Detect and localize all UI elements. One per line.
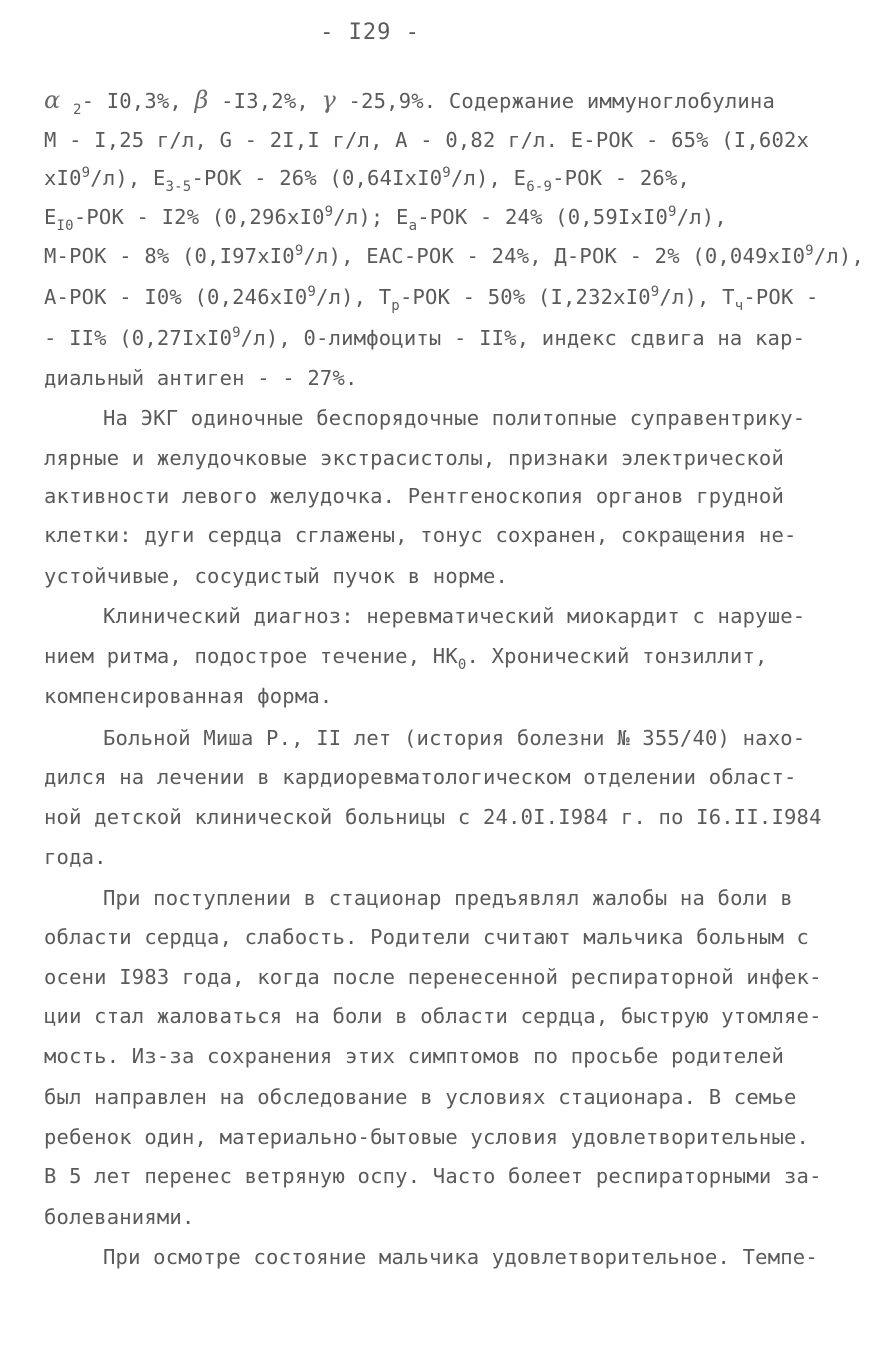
text-line-10: лярные и желудочковые экстрасистолы, признаки электрической [44,446,784,470]
text-line-28: В 5 лет перенес ветряную оспу. Часто болеет респираторными за- [44,1164,822,1188]
text-line-27: ребенок один, материально-бытовые условия удовлетворительные. [44,1125,810,1149]
page-number: - I29 - [320,20,420,45]
text-line-18: дился на лечении в кардиоревматологическом отделении област- [44,765,797,789]
text-line-24: ции стал жаловаться на боли в области сердца, быструю утомляе- [44,1004,822,1028]
text-line-23: осени I983 года, когда после перенесенной респираторной инфек- [44,965,822,989]
text-line-1: α $_2$- I0,3%, β -I3,2%, γ -25,9%. Содержание иммуноглобулина [44,86,775,118]
text-line-7: - II% $(0,27IхI0^9/л)$, 0-лимфоциты - II%, индекс сдвига на кар- [44,325,806,350]
text-line-9: На ЭКГ одиночные беспорядочные политопные суправентрику- [103,406,806,430]
text-line-22: области сердца, слабость. Родители считают мальчика больным с [44,925,810,949]
text-line-15: нием ритма, подострое течение, $НК_0$. Хронический тонзиллит, [44,644,768,673]
text-line-19: ной детской клинической больницы с 24.0I.I984 г. по I6.II.I984 [44,805,822,829]
text-line-14: Клинический диагноз: неревматический миокардит с наруше- [103,604,806,628]
text-line-12: клетки: дуги сердца сглажены, тонус сохранен, сокращения не- [44,523,797,547]
text-line-4: $Е_{I0}$-РОК - I2% $(0,296хI0^9/л)$; $Е_а$-РОК - 24% $(0,59IхI0^9/л)$, [44,204,727,234]
text-line-6: А-РОК - I0% $(0,246хI0^9/л)$, $Т_р$-РОК - 50% $(I,232хI0^9/л)$, $Т_ч$-РОК - [44,284,819,314]
text-line-30: При осмотре состояние мальчика удовлетворительное. Темпе- [103,1245,818,1269]
text-line-29: болеваниями. [44,1205,195,1229]
text-line-25: мость. Из-за сохранения этих симптомов по просьбе родителей [44,1044,784,1068]
text-line-26: был направлен на обследование в условиях стационара. В семье [44,1085,797,1109]
text-line-3: $хI0^9/л$), $Е_{3-5}$-РОК - 26% $(0,64IхI0^9/л)$, $Е_{6-9}$-РОК - 26%, [44,165,691,195]
text-line-16: компенсированная форма. [44,684,333,708]
text-line-13: устойчивые, сосудистый пучок в норме. [44,564,509,588]
text-line-2: М - I,25 г/л, G - 2I,I г/л, А - 0,82 г/л. Е-РОК - 65% (I,602х [44,128,810,152]
text-line-20: года. [44,845,107,869]
text-line-8: диальный антиген - - 27%. [44,366,358,390]
text-line-5: М-РОК - 8% $(0,I97хI0^9/л)$, ЕАС-РОК - 24%, Д-РОК - 2% $(0,049хI0^9/л)$, [44,243,864,268]
text-line-11: активности левого желудочка. Рентгеноскопия органов грудной [44,484,784,508]
text-line-21: При поступлении в стационар предъявлял жалобы на боли в [103,886,793,910]
text-line-17: Больной Миша Р., II лет (история болезни № 355/40) нахо- [103,726,806,750]
